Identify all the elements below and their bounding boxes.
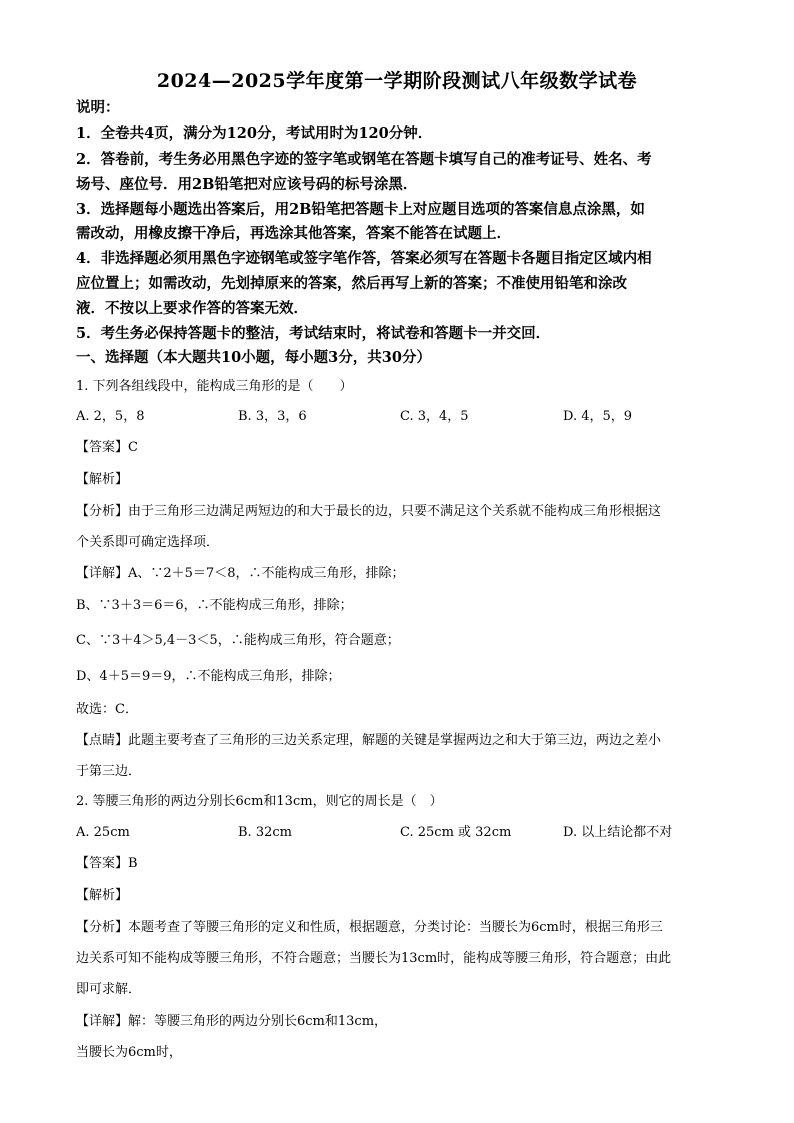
analysis-line: D、4＋5＝9＝9，∴不能构成三角形，排除； bbox=[76, 669, 341, 684]
analysis-line: 个关系即可确定选择项． bbox=[76, 535, 220, 550]
instruction-line: 1．全卷共4页，满分为120分，考试用时为120分钟． bbox=[76, 125, 433, 142]
analysis-line: 故选：C． bbox=[76, 702, 138, 717]
option-c: C. 25cm 或 32cm bbox=[400, 825, 512, 840]
instruction-line: 5．考生务必保持答题卡的整洁，考试结束时，将试卷和答题卡一并交回． bbox=[76, 325, 551, 342]
analysis-line: 于第三边． bbox=[76, 764, 142, 779]
question-1-analysis-label: 【解析】 bbox=[76, 472, 129, 487]
analysis-line: 【点睛】此题主要考查了三角形的三边关系定理，解题的关键是掌握两边之和大于第三边，两边之差小 bbox=[76, 733, 662, 748]
analysis-line: 【分析】本题考查了等腰三角形的定义和性质，根据题意，分类讨论：当腰长为6cm时，根据三角形三 bbox=[76, 920, 663, 935]
option-b: B. 3，3，6 bbox=[238, 409, 307, 424]
analysis-line: B、∵3＋3＝6＝6，∴不能构成三角形，排除； bbox=[76, 598, 353, 613]
analysis-line: 【详解】解：等腰三角形的两边分别长6cm和13cm， bbox=[76, 1014, 388, 1029]
question-2-stem: 2. 等腰三角形的两边分别长6cm和13cm，则它的周长是（ ） bbox=[76, 794, 443, 809]
option-b: B. 32cm bbox=[238, 825, 292, 840]
analysis-line: 【分析】由于三角形三边满足两短边的和大于最长的边，只要不满足这个关系就不能构成三角形根据这 bbox=[76, 504, 662, 519]
analysis-line: 【详解】A、∵2＋5＝7＜8，∴不能构成三角形，排除； bbox=[76, 566, 405, 581]
instruction-line: 需改动，用橡皮擦干净后，再选涂其他答案，答案不能答在试题上． bbox=[76, 225, 511, 242]
analysis-line: C、∵3＋4＞5,4－3＜5，∴能构成三角形，符合题意； bbox=[76, 633, 400, 648]
page-title: 2024—2025学年度第一学期阶段测试八年级数学试卷 bbox=[156, 70, 638, 92]
instruction-line: 应位置上；如需改动，先划掉原来的答案，然后再写上新的答案；不准使用铅笔和涂改 bbox=[76, 275, 627, 292]
section-heading: 一、选择题（本大题共10小题，每小题3分，共30分） bbox=[76, 349, 431, 366]
instructions-heading: 说明： bbox=[76, 99, 120, 116]
instruction-line: 3．选择题每小题选出答案后，用2B铅笔把答题卡上对应题目选项的答案信息点涂黑，如 bbox=[76, 201, 645, 218]
option-a: A. 2，5，8 bbox=[76, 409, 145, 424]
question-2-answer: 【答案】B bbox=[76, 856, 138, 871]
question-1-answer: 【答案】C bbox=[76, 440, 138, 455]
question-1-stem: 1. 下列各组线段中，能构成三角形的是（ ） bbox=[76, 379, 353, 394]
option-c: C. 3，4，5 bbox=[400, 409, 469, 424]
option-d: D. 4，5，9 bbox=[563, 409, 633, 424]
instruction-line: 液．不按以上要求作答的答案无效． bbox=[76, 300, 308, 317]
option-d: D. 以上结论都不对 bbox=[563, 825, 673, 840]
instruction-line: 2．答卷前，考生务必用黑色字迹的签字笔或钢笔在答题卡填写自己的准考证号、姓名、考 bbox=[76, 151, 652, 168]
option-a: A. 25cm bbox=[76, 825, 130, 840]
analysis-line: 边关系可知不能构成等腰三角形，不符合题意；当腰长为13cm时，能构成等腰三角形，符合题意；由此 bbox=[76, 951, 672, 966]
analysis-line: 即可求解． bbox=[76, 982, 142, 997]
analysis-line: 当腰长为6cm时， bbox=[76, 1045, 182, 1060]
instruction-line: 场号、座位号．用2B铅笔把对应该号码的标号涂黑． bbox=[76, 176, 418, 193]
instruction-line: 4．非选择题必须用黑色字迹钢笔或签字笔作答，答案必须写在答题卡各题目指定区域内相 bbox=[76, 250, 652, 267]
question-2-analysis-label: 【解析】 bbox=[76, 888, 129, 903]
